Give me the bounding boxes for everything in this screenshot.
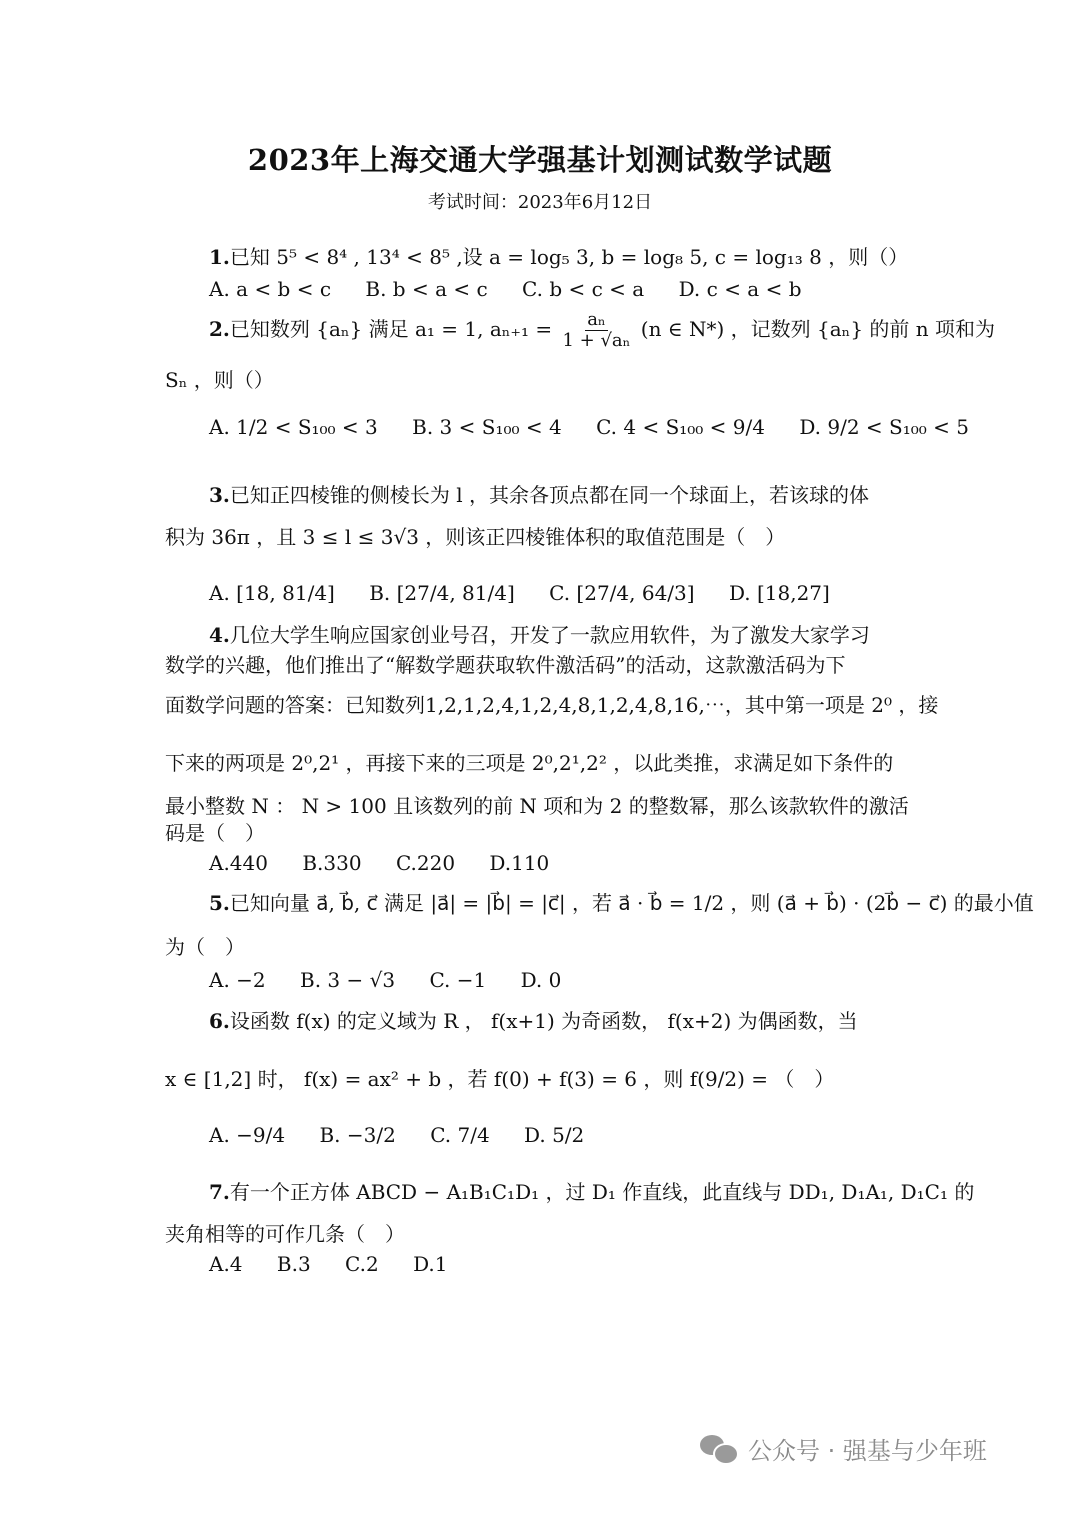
question-number: 2. — [209, 317, 230, 341]
question-text: 已知 5⁵ < 8⁴ , 13⁴ < 8⁵ ,设 a = log₅ 3, b = log₈ 5, c = log₁₃ 8 ，则（） — [229, 245, 909, 269]
exam-date: 考试时间：2023年6月12日 — [427, 192, 653, 213]
option-d: D.1 — [413, 1252, 448, 1276]
page-title: 2023年上海交通大学强基计划测试数学试题 — [247, 143, 833, 177]
question-4 — [209, 620, 870, 650]
option-b: B. [27/4, 81/4] — [369, 581, 515, 605]
question-1-options — [209, 274, 830, 304]
question-4-line-5: 最小整数 N ： N > 100 且该数列的前 N 项和为 2 的整数幂，那么该款软件的激活 — [165, 794, 909, 818]
option-a: A. a < b < c — [209, 277, 332, 301]
question-7-options — [209, 1249, 475, 1279]
question-text: 几位大学生响应国家创业号召，开发了一款应用软件，为了激发大家学习 — [229, 623, 870, 647]
question-7 — [209, 1177, 974, 1207]
question-2 — [209, 310, 995, 351]
option-a: A. −9/4 — [209, 1123, 286, 1147]
option-c: C.220 — [395, 851, 456, 875]
option-a: A. [18, 81/4] — [209, 581, 335, 605]
fraction — [560, 310, 632, 351]
option-c: C. b < c < a — [522, 277, 645, 301]
option-c: C. 4 < S₁₀₀ < 9/4 — [596, 415, 765, 439]
option-b: B. b < a < c — [365, 277, 488, 301]
question-text: 已知向量 a⃗, b⃗, c⃗ 满足 |a⃗| = |b⃗| = |c⃗| ，若 a⃗ · b⃗ = 1/2 ，则 (a⃗ + b⃗) · (2b⃗ − c⃗) 的最小值 — [229, 891, 1034, 915]
option-d: D. [18,27] — [728, 581, 830, 605]
question-number: 5. — [209, 891, 230, 915]
question-4-line-4: 下来的两项是 2⁰,2¹ ，再接下来的三项是 2⁰,2¹,2² ，以此类推，求满足如下条件的 — [165, 751, 894, 775]
question-3-continued: 积为 36π ，且 3 ≤ l ≤ 3√3 ，则该正四棱锥体积的取值范围是（ ） — [165, 525, 786, 549]
option-d: D. 0 — [520, 968, 562, 992]
option-c: C. [27/4, 64/3] — [549, 581, 695, 605]
option-b: B.3 — [276, 1252, 311, 1276]
wechat-icon — [700, 1433, 738, 1463]
watermark-text: 公众号 · 强基与少年班 — [748, 1436, 987, 1465]
option-d: D.110 — [489, 851, 550, 875]
question-number: 4. — [209, 623, 230, 647]
question-text: (n ∈ N*) ，记数列 {aₙ} 的前 n 项和为 — [640, 317, 995, 341]
option-c: C. 7/4 — [430, 1123, 490, 1147]
option-b: B. 3 < S₁₀₀ < 4 — [412, 415, 562, 439]
question-4-line-6: 码是（ ） — [165, 821, 265, 845]
question-5-continued: 为（ ） — [165, 935, 245, 959]
question-text: 已知数列 {aₙ} 满足 a₁ = 1, aₙ₊₁ = — [229, 317, 553, 341]
question-number: 6. — [209, 1009, 230, 1033]
question-4-line-2: 数学的兴趣，他们推出了“解数学题获取软件激活码”的活动，这款激活码为下 — [165, 653, 846, 677]
option-b: B. −3/2 — [319, 1123, 396, 1147]
option-d: D. 5/2 — [524, 1123, 585, 1147]
question-2-options — [209, 412, 997, 442]
question-7-continued: 夹角相等的可作几条（ ） — [165, 1222, 405, 1246]
question-3 — [209, 480, 869, 510]
option-d: D. 9/2 < S₁₀₀ < 5 — [799, 415, 969, 439]
question-2-continued: Sₙ ，则（） — [165, 368, 274, 392]
question-number: 1. — [209, 245, 230, 269]
question-1 — [209, 242, 908, 272]
question-6-options — [209, 1120, 612, 1150]
question-3-options — [209, 578, 858, 608]
question-number: 7. — [209, 1180, 230, 1204]
option-a: A.4 — [209, 1252, 243, 1276]
wechat-watermark — [700, 1428, 987, 1468]
option-a: A. −2 — [209, 968, 266, 992]
option-a: A. 1/2 < S₁₀₀ < 3 — [209, 415, 378, 439]
question-4-options — [209, 848, 577, 878]
question-5 — [209, 888, 1034, 918]
fraction-denominator: 1 + √aₙ — [562, 330, 631, 351]
option-c: C.2 — [345, 1252, 379, 1276]
option-d: D. c < a < b — [678, 277, 802, 301]
option-c: C. −1 — [429, 968, 487, 992]
question-number: 3. — [209, 483, 230, 507]
question-text: 已知正四棱锥的侧棱长为 l ，其余各顶点都在同一个球面上，若该球的体 — [229, 483, 870, 507]
option-a: A.440 — [209, 851, 268, 875]
question-4-line-3: 面数学问题的答案：已知数列1,2,1,2,4,1,2,4,8,1,2,4,8,16,⋯，其中第一项是 2⁰ ，接 — [165, 693, 939, 717]
question-6-continued: x ∈ [1,2] 时， f(x) = ax² + b ，若 f(0) + f(3) = 6 ，则 f(9/2) = （ ） — [165, 1067, 835, 1091]
fraction-numerator: aₙ — [587, 309, 606, 330]
question-6 — [209, 1006, 858, 1036]
option-b: B. 3 − √3 — [300, 968, 396, 992]
question-text: 设函数 f(x) 的定义域为 R ， f(x+1) 为奇函数， f(x+2) 为偶函数，当 — [229, 1009, 858, 1033]
question-5-options — [209, 965, 589, 995]
question-text: 有一个正方体 ABCD − A₁B₁C₁D₁ ，过 D₁ 作直线，此直线与 DD₁, D₁A₁, D₁C₁ 的 — [229, 1180, 975, 1204]
option-b: B.330 — [302, 851, 362, 875]
